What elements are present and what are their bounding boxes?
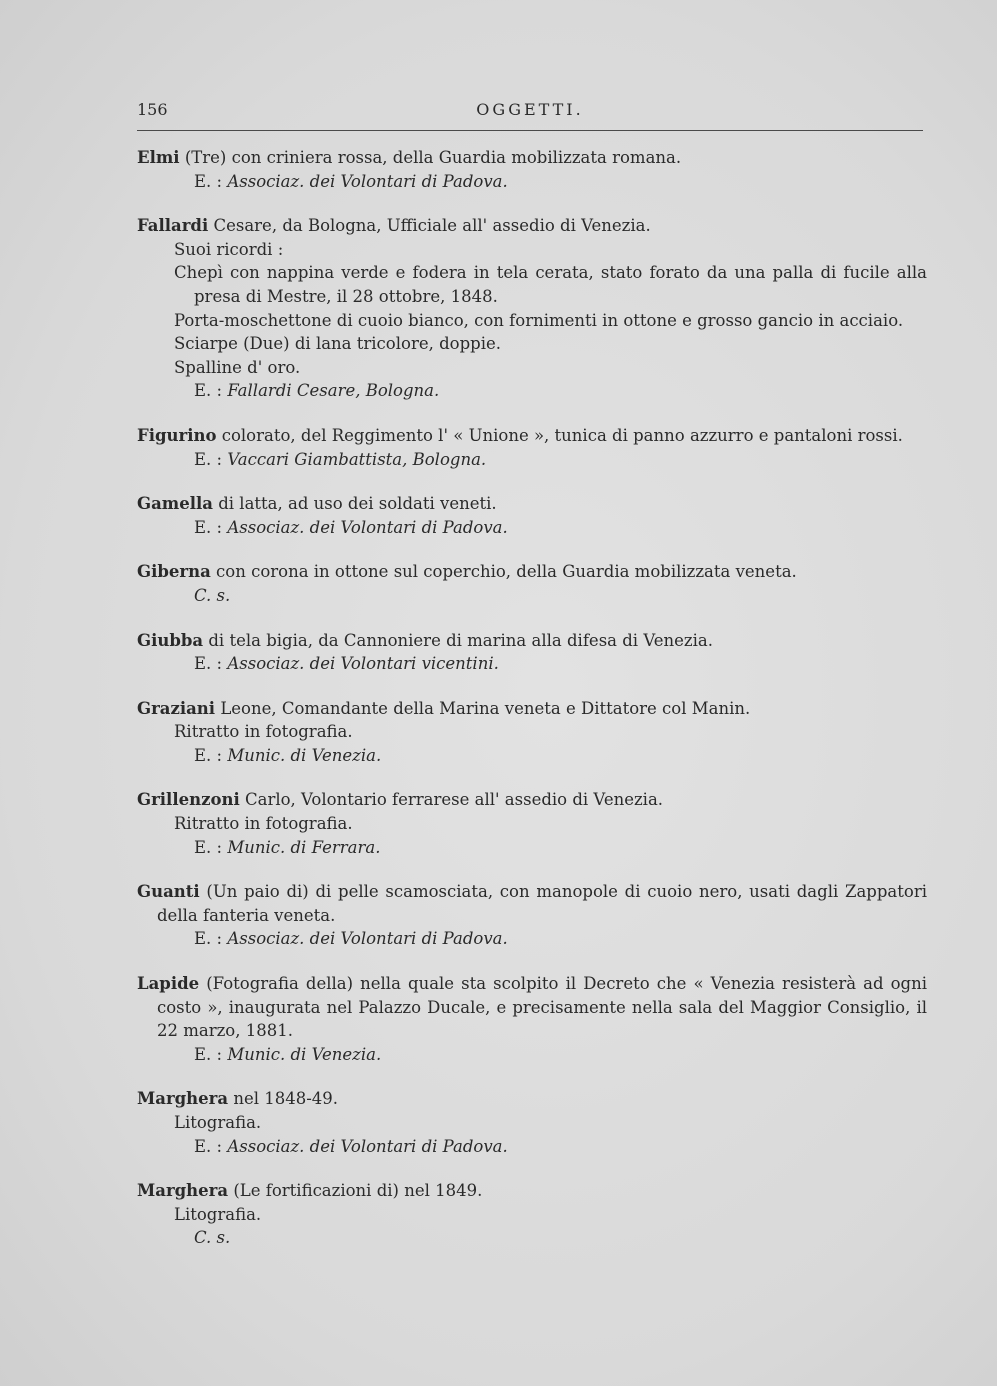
entry-exhibitor [137,652,927,676]
entry-term: Graziani [137,698,216,718]
entry-description [137,492,927,516]
catalog-entry [137,1179,927,1250]
exhibitor-label: E. : [194,1044,228,1064]
exhibitor-source: Munic. di Ferrara. [227,837,381,857]
entry-detail-line: Litografia. [174,1204,262,1224]
entry-description [137,560,927,584]
entry-exhibitor [137,1135,927,1159]
exhibitor-label: E. : [194,929,228,949]
entry-detail-line: Ritratto in fotografia. [174,722,353,742]
exhibitor-source: Associaz. dei Volontari di Padova. [227,1136,508,1156]
exhibitor-source: C. s. [194,585,231,605]
entry-exhibitor [137,927,927,951]
entry-term: Fallardi [137,216,209,236]
entry-text: con corona in ottone sul coperchio, della Guardia mobilizzata veneta. [210,562,797,582]
entry-term: Giberna [137,562,211,582]
catalog-entry [137,492,927,539]
entry-exhibitor [137,516,927,540]
catalog-entry [137,1087,927,1158]
exhibitor-label: E. : [194,1136,228,1156]
entry-exhibitor [137,1226,927,1250]
entry-text: di latta, ad uso dei soldati veneti. [212,494,497,514]
exhibitor-label: E. : [194,449,228,469]
entry-description [137,880,927,927]
exhibitor-source: Vaccari Giambattista, Bologna. [227,449,487,469]
entry-text: Leone, Comandante della Marina veneta e Dittatore col Manin. [215,698,751,718]
entry-description [137,1179,927,1203]
entry-description [137,972,927,1043]
entry-term: Marghera [137,1089,229,1109]
entry-text: colorato, del Reggimento l' « Unione », tunica di panno azzurro e pantaloni rossi. [216,425,903,445]
entry-term: Guanti [137,882,200,902]
entry-text: Carlo, Volontario ferrarese all' assedio di Venezia. [239,790,664,810]
catalog-entry [137,146,927,193]
entry-term: Lapide [137,974,200,994]
exhibitor-label: E. : [194,837,228,857]
entry-description [137,697,927,721]
entry-exhibitor [137,584,927,608]
exhibitor-source: C. s. [194,1228,231,1248]
entry-text: (Fotografia della) nella quale sta scolpito il Decreto che « Venezia resisterà ad ogni costo », inaugurata nel Palazzo Ducale, e precisamente nella sala del Maggior Consiglio, il 22 marzo, 1881. [157,974,927,1041]
exhibitor-label: E. : [194,517,228,537]
catalog-entry [137,972,927,1066]
entry-text: di tela bigia, da Cannoniere di marina alla difesa di Venezia. [203,630,713,650]
entry-exhibitor [137,448,927,472]
entry-term: Figurino [137,425,217,445]
exhibitor-source: Munic. di Venezia. [227,1044,382,1064]
page-header [137,100,923,131]
entry-detail-line: Porta-moschettone di cuoio bianco, con fornimenti in ottone e grosso gancio in acciaio. [174,310,904,330]
entry-detail-line: Litografia. [174,1113,262,1132]
catalog-entry [137,629,927,676]
entry-detail-line: Ritratto in fotografia. [174,814,353,834]
entry-text: (Tre) con criniera rossa, della Guardia mobilizzata romana. [179,148,682,167]
exhibitor-source: Associaz. dei Volontari vicentini. [227,654,499,674]
entry-exhibitor [137,836,927,860]
entry-term: Marghera [137,1181,229,1201]
running-head: OGGETTI. [476,100,584,119]
entry-exhibitor [137,744,927,768]
entry-description [137,214,927,238]
entry-detail-line: Sciarpe (Due) di lana tricolore, doppie. [174,334,501,354]
entry-term: Giubba [137,630,204,650]
entry-description [137,788,927,812]
entry-description [137,629,927,653]
page-number: 156 [137,100,168,119]
catalog-entry [137,697,927,768]
catalog-entry [137,880,927,951]
entry-text: Cesare, da Bologna, Ufficiale all' assedio di Venezia. [208,216,651,236]
exhibitor-source: Associaz. dei Volontari di Padova. [227,929,508,949]
exhibitor-source: Fallardi Cesare, Bologna. [227,381,440,401]
exhibitor-source: Munic. di Venezia. [227,745,382,765]
exhibitor-label: E. : [194,381,228,401]
entry-text: (Un paio di) di pelle scamosciata, con manopole di cuoio nero, usati dagli Zappatori della fanteria veneta. [157,882,927,925]
entry-term: Elmi [137,148,180,167]
entry-detail-line: Spalline d' oro. [174,357,301,377]
entry-exhibitor [137,170,927,194]
entry-text: nel 1848-49. [228,1089,339,1109]
exhibitor-source: Associaz. dei Volontari di Padova. [227,517,508,537]
entry-term: Gamella [137,494,213,514]
entry-description [137,146,927,170]
exhibitor-source: Associaz. dei Volontari di Padova. [227,171,508,191]
catalog-entries [137,146,927,1271]
catalog-entry [137,788,927,859]
entry-detail-line: Suoi ricordi : [174,239,284,259]
entry-term: Grillenzoni [137,790,240,810]
catalog-entry [137,214,927,403]
entry-description [137,424,927,448]
entry-text: (Le fortificazioni di) nel 1849. [228,1181,483,1201]
entry-description [137,1087,927,1111]
exhibitor-label: E. : [194,745,228,765]
catalog-entry [137,424,927,471]
entry-detail-line: Chepì con nappina verde e fodera in tela cerata, stato forato da una palla di fucile alla presa di Mestre, il 28 ottobre, 1848. [174,263,927,306]
exhibitor-label: E. : [194,654,228,674]
entry-exhibitor [137,379,927,403]
entry-exhibitor [137,1043,927,1067]
catalog-entry [137,560,927,607]
exhibitor-label: E. : [194,171,228,191]
